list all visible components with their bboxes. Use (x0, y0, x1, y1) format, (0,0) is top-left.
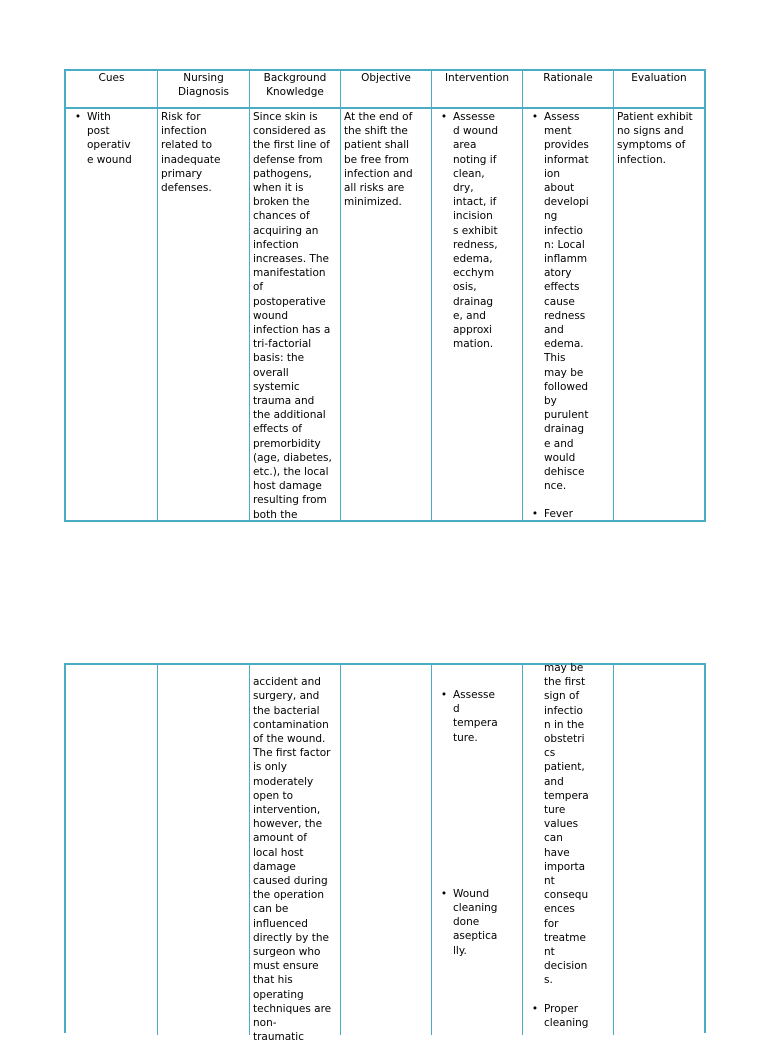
cell-background-knowledge: Since skin is considered as the first line of defense from pathogens, when it is broken the chances of acquiring an infection increases. The manifestation of postoperative wound infection has a tri-factorial basis: the overall systemic trauma and the additional effects of premorbidity (age, diabetes, etc.), the local host damage resulting from both the (250, 109, 341, 520)
table-header-row (66, 71, 704, 109)
cell-background-knowledge (250, 665, 341, 1044)
bullet-item (526, 110, 610, 493)
bullet-item (435, 110, 519, 351)
header-evaluation: Evaluation (631, 72, 687, 84)
header-objective: Objective (341, 71, 432, 107)
rationale-text: Assess ment provides informat ion about developi ng infectio n: Local inflamm atory effects cause redness and edema. This may be followed by purulent drainag e and would dehisce nce. (544, 111, 589, 493)
header-rationale: Rationale (523, 71, 614, 107)
cues-text: With post operativ e wound (87, 111, 132, 166)
header-nursing-diagnosis: Nursing Diagnosis (158, 71, 250, 107)
cell-intervention (432, 109, 523, 520)
bullet-item (526, 1002, 610, 1030)
cell-rationale (523, 662, 614, 1035)
intervention-text: Assesse d wound area noting if clean, dry, intact, if incision s exhibit redness, edema, ecchym osis, drainag e, and approxi mation. (453, 111, 498, 351)
background-continued-text: accident and surgery, and the bacterial contamination of the wound. The first factor is only moderately open to intervention, however, the amount of local host damage caused during the operation can be influenced directly by the surgeon who must ensure that his operating techniques are non- traumatic (253, 676, 332, 1044)
bullet-item (435, 887, 519, 958)
cell-objective (341, 665, 432, 1035)
bullet-dot: • (440, 111, 448, 123)
cell-cues (66, 109, 158, 520)
intervention-text: Wound cleaning done aseptica lly. (453, 887, 498, 957)
header-cues: Cues (66, 71, 158, 107)
table-row (66, 109, 704, 520)
cell-rationale (523, 109, 614, 520)
bullet-item (69, 110, 154, 167)
bullet-dot: • (531, 111, 539, 123)
care-plan-table-part-2 (64, 662, 706, 1044)
cell-intervention (432, 665, 523, 1035)
cell-evaluation: Patient exhibit no signs and symptoms of infection. (617, 111, 693, 166)
cell-objective: At the end of the shift the patient shall be free from infection and all risks are minimized. (341, 109, 432, 520)
bullet-dot: • (440, 689, 448, 701)
bullet-dot: • (440, 887, 448, 900)
bullet-dot: • (74, 111, 82, 123)
cell-evaluation (614, 665, 704, 1035)
header-intervention: Intervention (432, 71, 523, 107)
header-background-knowledge: Background Knowledge (250, 71, 341, 107)
bullet-dot: • (531, 508, 539, 521)
rationale-text: Fever (544, 508, 573, 521)
intervention-text: Assesse d tempera ture. (453, 689, 498, 744)
rationale-text: may be the first sign of infectio n in the obstetri cs patient, and tempera ture values can have importa nt consequ ences for treatme nt decision s. (544, 662, 589, 987)
cell-cues (66, 665, 158, 1035)
bullet-item (435, 688, 519, 745)
table-row (66, 662, 704, 1044)
cell-nursing-diagnosis (158, 665, 250, 1035)
rationale-continued (526, 661, 610, 988)
bullet-dot: • (531, 1002, 539, 1015)
bullet-item (526, 507, 610, 521)
cell-nursing-diagnosis: Risk for infection related to inadequate primary defenses. (158, 109, 250, 520)
rationale-text: Proper cleaning (544, 1002, 589, 1029)
care-plan-table-part-1 (64, 69, 706, 522)
